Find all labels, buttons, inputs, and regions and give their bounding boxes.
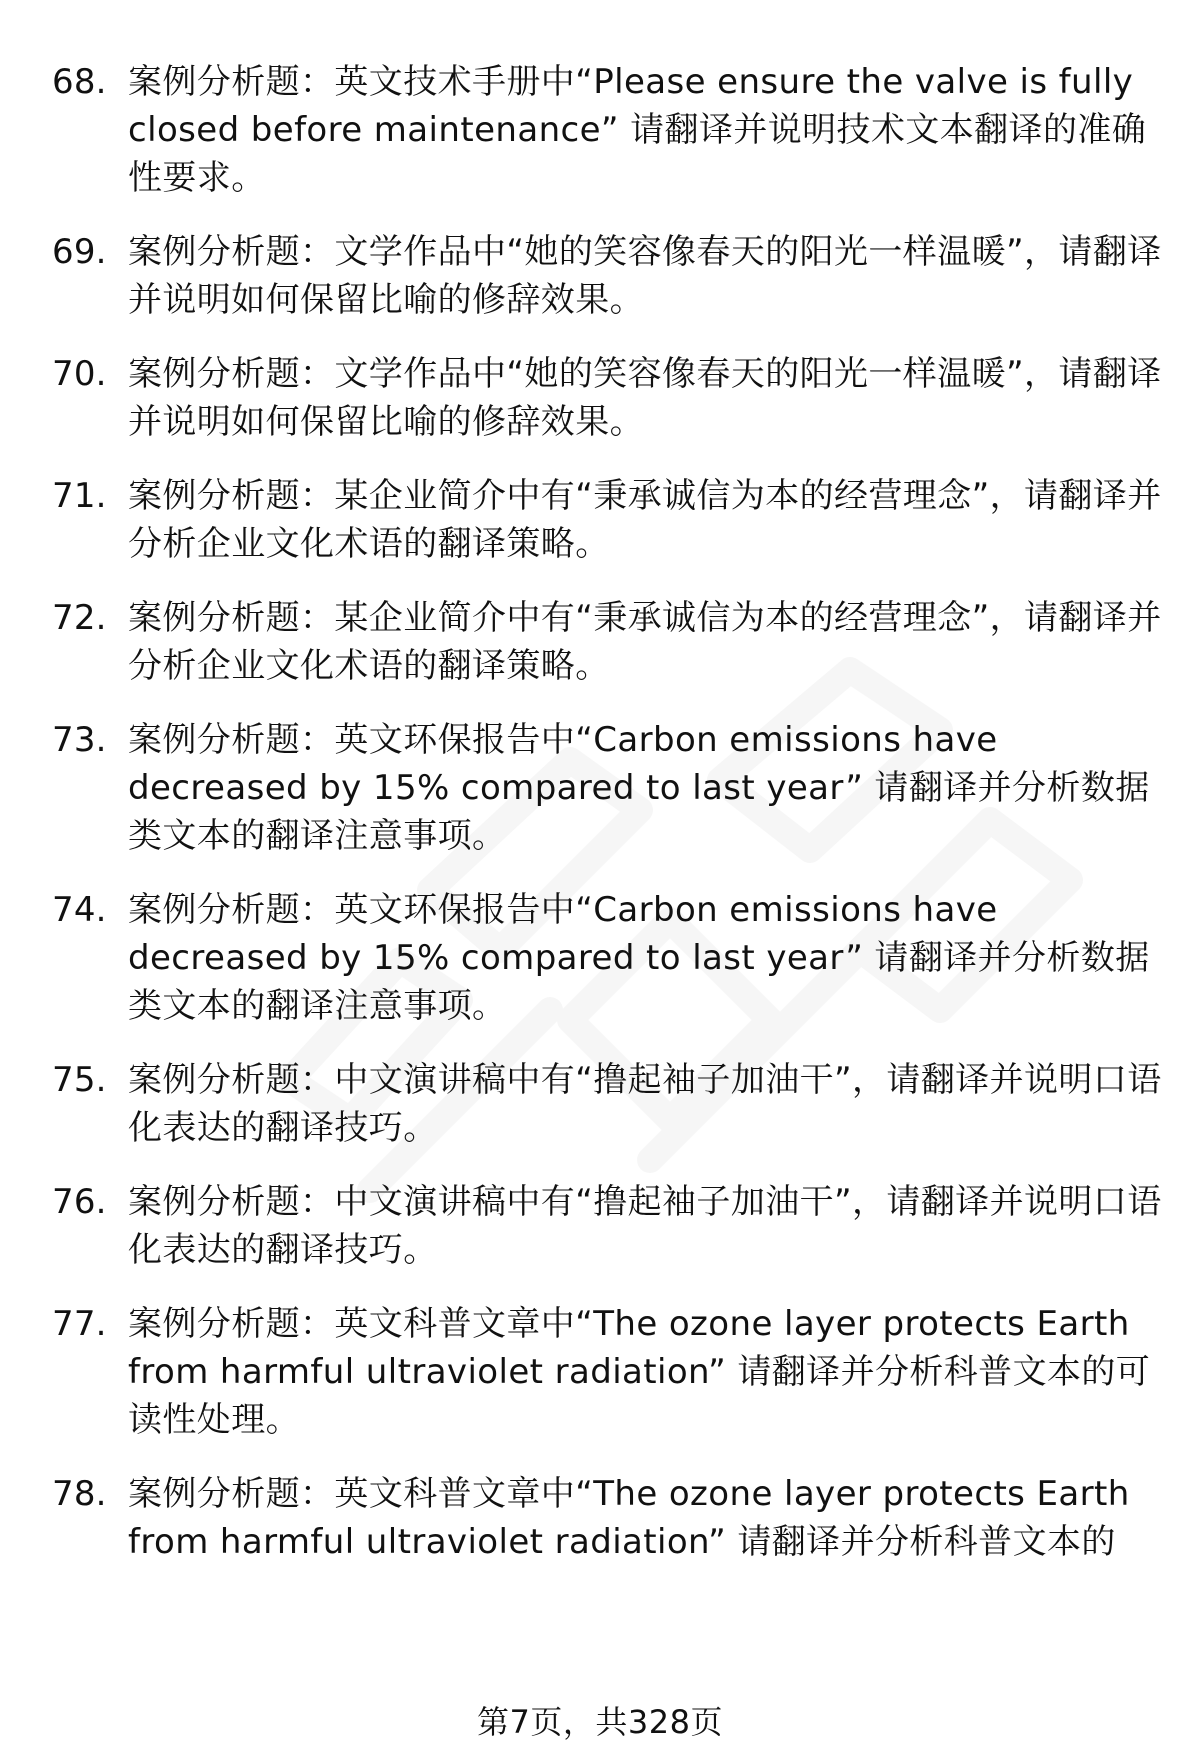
question-number: 75. <box>52 1060 107 1100</box>
question-item <box>52 228 1172 324</box>
question-text: 案例分析题：文学作品中“她的笑容像春天的阳光一样温暖”，请翻译并说明如何保留比喻的修辞效果。 <box>128 354 1162 442</box>
question-number: 74. <box>52 890 107 930</box>
question-number: 73. <box>52 720 107 760</box>
question-item <box>52 1178 1172 1274</box>
question-text: 案例分析题：中文演讲稿中有“撸起袖子加油干”，请翻译并说明口语化表达的翻译技巧。 <box>128 1182 1162 1270</box>
question-text: 案例分析题：某企业简介中有“秉承诚信为本的经营理念”，请翻译并分析企业文化术语的翻译策略。 <box>128 598 1162 686</box>
question-number: 68. <box>52 62 107 102</box>
question-item <box>52 1470 1172 1566</box>
question-text: 案例分析题：英文环保报告中“Carbon emissions have decreased by 15% compared to last year” 请翻译并分析数据类文本的翻译注意事项。 <box>128 890 1150 1026</box>
question-text: 案例分析题：英文环保报告中“Carbon emissions have decreased by 15% compared to last year” 请翻译并分析数据类文本的翻译注意事项。 <box>128 720 1150 856</box>
question-item <box>52 472 1172 568</box>
page-indicator: 第7页，共328页 <box>477 1703 723 1741</box>
question-text: 案例分析题：某企业简介中有“秉承诚信为本的经营理念”，请翻译并分析企业文化术语的翻译策略。 <box>128 476 1162 564</box>
question-text: 案例分析题：中文演讲稿中有“撸起袖子加油干”，请翻译并说明口语化表达的翻译技巧。 <box>128 1060 1162 1148</box>
question-text: 案例分析题：英文技术手册中“Please ensure the valve is fully closed before maintenance” 请翻译并说明技术文本翻译的准确性要求。 <box>128 62 1147 198</box>
question-text: 案例分析题：文学作品中“她的笑容像春天的阳光一样温暖”，请翻译并说明如何保留比喻的修辞效果。 <box>128 232 1162 320</box>
question-number: 71. <box>52 476 107 516</box>
question-number: 72. <box>52 598 107 638</box>
page-footer <box>0 1702 1200 1742</box>
question-item <box>52 1056 1172 1152</box>
question-item <box>52 716 1172 860</box>
question-item <box>52 594 1172 690</box>
question-item <box>52 886 1172 1030</box>
question-list <box>52 58 1172 1592</box>
question-text: 案例分析题：英文科普文章中“The ozone layer protects Earth from harmful ultraviolet radiation” 请翻译并分析科普文本的 <box>128 1474 1130 1562</box>
question-item <box>52 58 1172 202</box>
question-number: 77. <box>52 1304 107 1344</box>
question-number: 70. <box>52 354 107 394</box>
question-number: 76. <box>52 1182 107 1222</box>
question-item <box>52 350 1172 446</box>
question-number: 69. <box>52 232 107 272</box>
question-text: 案例分析题：英文科普文章中“The ozone layer protects Earth from harmful ultraviolet radiation” 请翻译并分析科普文本的可读性处理。 <box>128 1304 1151 1440</box>
question-item <box>52 1300 1172 1444</box>
question-number: 78. <box>52 1474 107 1514</box>
